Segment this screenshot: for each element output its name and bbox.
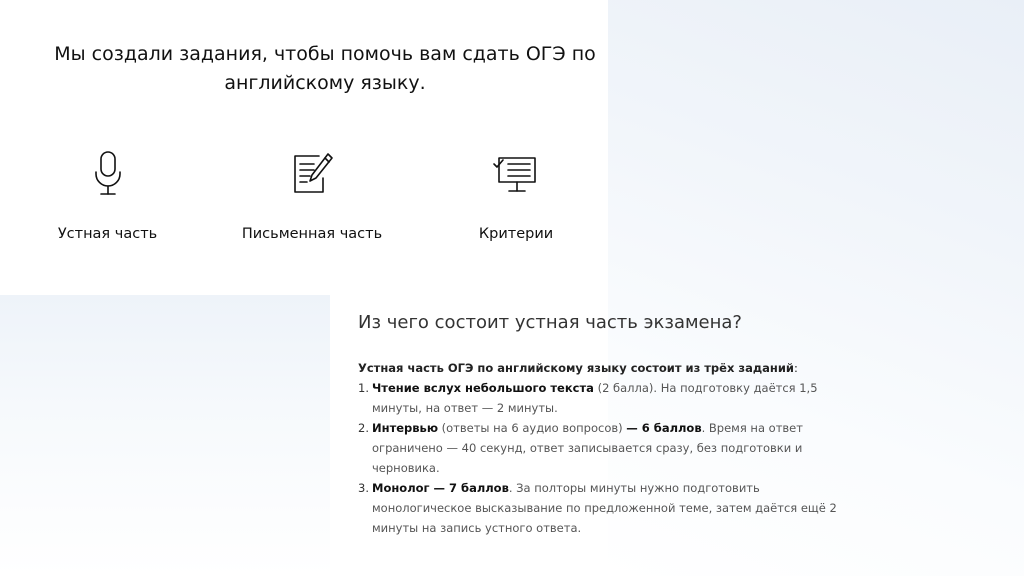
- oral-part-section: [358, 310, 878, 538]
- task-description: (2 балла). На подготовку даётся 1,5 минуты, на ответ — 2 минуты.: [372, 381, 818, 415]
- section-intro: [358, 358, 878, 378]
- task-item-monologue: [358, 478, 838, 538]
- oral-part-label: Устная часть: [57, 226, 158, 242]
- task-description: . Время на ответ ограничено — 40 секунд, ответ записывается сразу, без подготовки и черновика.: [372, 421, 803, 475]
- checklist-monitor-icon: [490, 148, 542, 200]
- tasks-list: [358, 378, 878, 538]
- intro-bold-text: Устная часть ОГЭ по английскому языку состоит из трёх заданий: [358, 361, 794, 375]
- task-title: Чтение вслух небольшого текста: [372, 381, 594, 395]
- written-part-card[interactable]: [236, 148, 388, 242]
- oral-part-card[interactable]: [50, 148, 165, 242]
- microphone-icon: [82, 148, 134, 200]
- page-headline: Мы создали задания, чтобы помочь вам сдать ОГЭ по английскому языку.: [54, 43, 596, 94]
- criteria-label: Критерии: [478, 226, 554, 242]
- document-pen-icon: [286, 148, 338, 200]
- task-description-mid: (ответы на 6 аудио вопросов): [438, 421, 627, 435]
- intro-end: :: [793, 361, 798, 375]
- task-number: 1.: [358, 381, 369, 395]
- task-number: 3.: [358, 481, 369, 495]
- task-item-interview: [358, 418, 862, 478]
- task-title: Интервью: [372, 421, 438, 435]
- section-title: Из чего состоит устная часть экзамена?: [358, 312, 742, 333]
- task-item-reading: [358, 378, 842, 418]
- task-description: . За полторы минуты нужно подготовить монологическое высказывание по предложенной теме, затем даётся ещё 2 минуты на запись устного ответа.: [372, 481, 837, 535]
- background-gradient-left: [0, 295, 330, 576]
- criteria-card[interactable]: [466, 148, 566, 242]
- task-score: — 6 баллов: [626, 421, 702, 435]
- written-part-label: Письменная часть: [241, 226, 383, 242]
- task-title: Монолог — 7 баллов: [372, 481, 509, 495]
- task-number: 2.: [358, 421, 369, 435]
